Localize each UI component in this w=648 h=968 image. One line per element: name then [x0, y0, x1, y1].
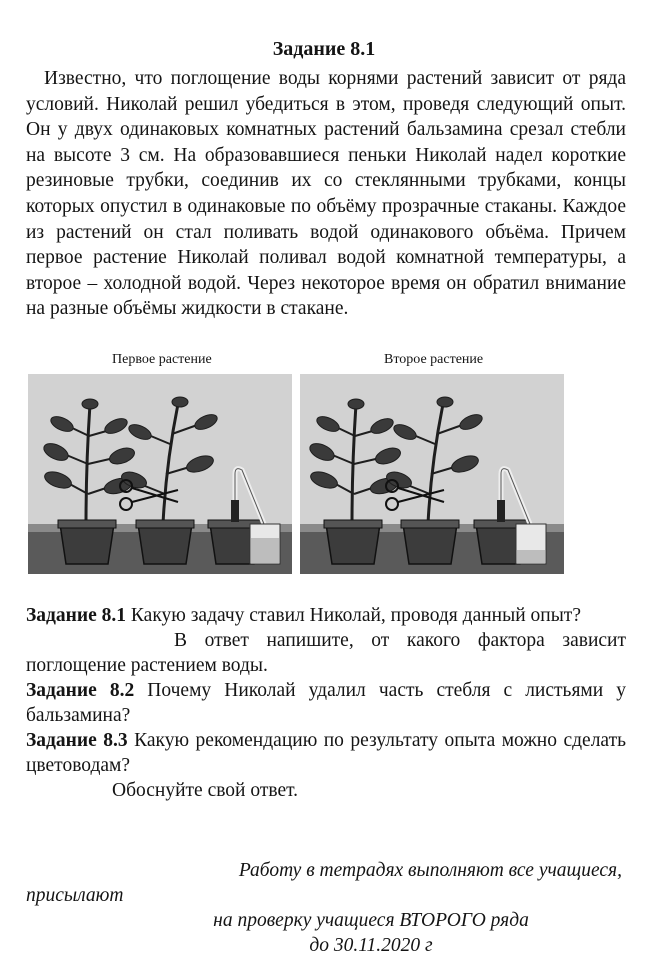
footer-line-3: на проверку учащиеся ВТОРОГО ряда	[213, 910, 529, 931]
first-plant-illustration	[28, 374, 292, 574]
experiment-figure	[0, 350, 648, 582]
task-list	[26, 603, 626, 803]
task-8-3	[26, 728, 626, 778]
task-title: Задание 8.1	[272, 38, 376, 60]
footer-line-4: до 30.11.2020 г	[309, 935, 433, 956]
task-8-2	[26, 678, 626, 728]
footer-line-2: присылают	[26, 885, 124, 906]
first-plant-caption: Первое растение	[112, 352, 212, 367]
task-8-1-text: Какую задачу ставил Николай, проводя данный опыт?	[126, 605, 581, 626]
intro-paragraph: Известно, что поглощение воды корнями растений зависит от ряда условий. Николай решил убедиться в этом, проведя следующий опыт. Он у двух одинаковых комнатных растений бальзамина срезал стебли на высоте 3 см. На образовавшиеся пеньки Николай надел короткие резиновые трубки, соединив их со стеклянными трубками, концы которых опустил в одинаковые по объёму прозрачные стаканы. Каждое из растений он стал поливать водой одинакового объёма. Причем первое растение Николай поливал водой комнатной температуры, а второе – холодной водой. Через некоторое время он обратил внимание на разные объёмы жидкости в стакане.	[26, 68, 626, 320]
task-8-3-text: Какую рекомендацию по результату опыта можно сделать цветоводам?	[26, 730, 626, 776]
task-8-1	[26, 603, 626, 628]
task-8-3-label: Задание 8.3	[26, 730, 128, 751]
task-8-2-text: Почему Николай удалил часть стебля с листьями у бальзамина?	[26, 680, 626, 726]
second-plant-caption: Второе растение	[384, 352, 484, 367]
footer-line-1: Работу в тетрадях выполняют все учащиеся,	[238, 860, 622, 881]
footer-note	[26, 858, 626, 958]
task-8-3-hint: Обоснуйте свой ответ.	[112, 780, 299, 801]
task-8-1-label: Задание 8.1	[26, 605, 127, 626]
task-8-2-label: Задание 8.2	[26, 680, 135, 701]
second-plant-illustration	[300, 374, 564, 574]
task-8-1-hint: В ответ напишите, от какого фактора зависит поглощение растением воды.	[26, 630, 626, 676]
